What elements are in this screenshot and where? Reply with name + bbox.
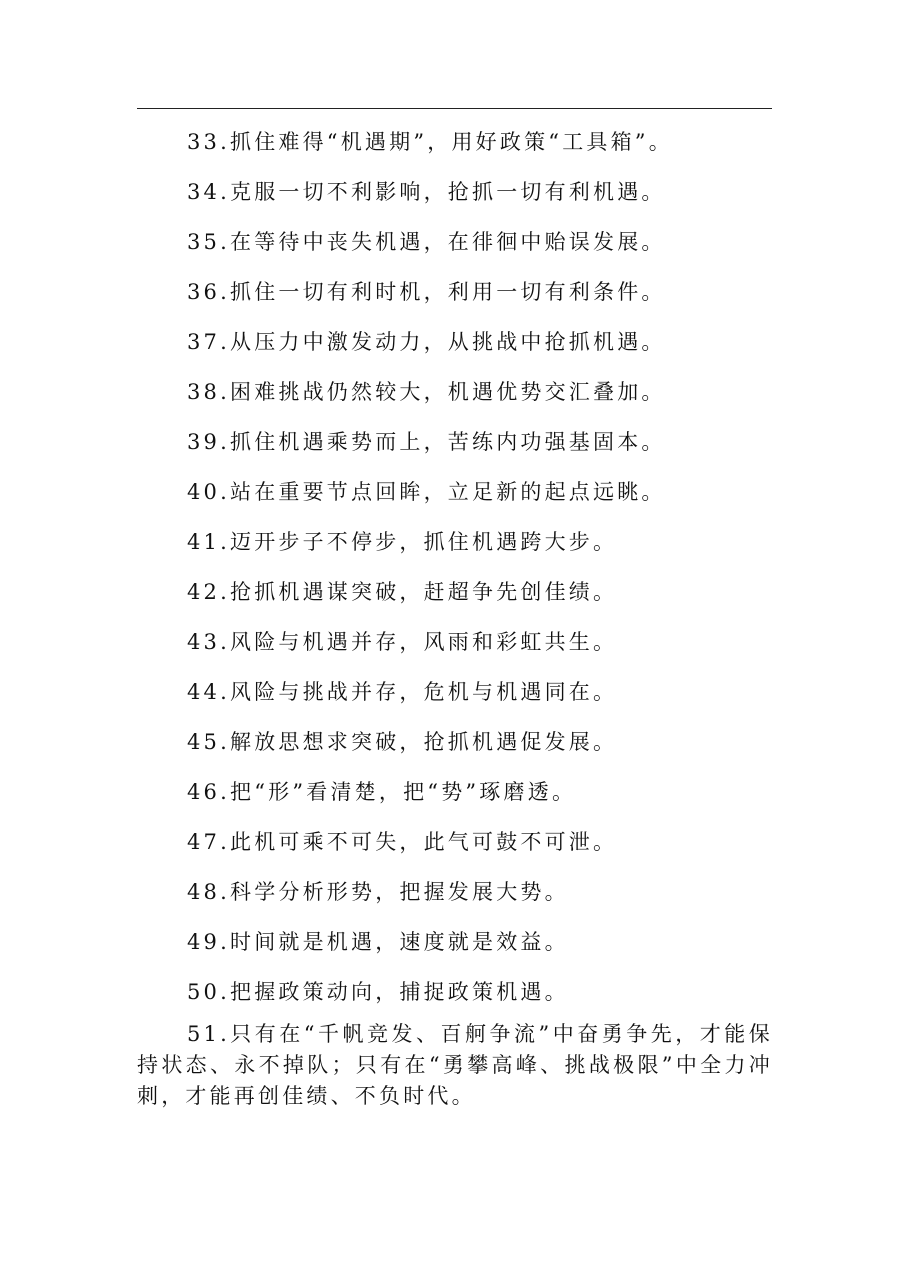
list-item: 47.此机可乘不可失，此气可鼓不可泄。	[187, 830, 618, 854]
list-item: 35.在等待中丧失机遇，在徘徊中贻误发展。	[187, 230, 666, 254]
list-item: 34.克服一切不利影响，抢抓一切有利机遇。	[187, 180, 666, 204]
list-item: 45.解放思想求突破，抢抓机遇促发展。	[187, 730, 618, 754]
list-item: 39.抓住机遇乘势而上，苦练内功强基固本。	[187, 430, 666, 454]
list-item: 50.把握政策动向，捕捉政策机遇。	[187, 980, 569, 1004]
list-item: 41.迈开步子不停步，抓住机遇跨大步。	[187, 530, 618, 554]
list-item: 37.从压力中激发动力，从挑战中抢抓机遇。	[187, 330, 666, 354]
list-item: 38.困难挑战仍然较大，机遇优势交汇叠加。	[187, 380, 666, 404]
list-item: 40.站在重要节点回眸，立足新的起点远眺。	[187, 480, 666, 504]
list-item: 46.把“形”看清楚，把“势”琢磨透。	[187, 780, 577, 804]
header-rule	[137, 108, 772, 109]
list-item: 43.风险与机遇并存，风雨和彩虹共生。	[187, 630, 618, 654]
final-paragraph: 51.只有在“千帆竞发、百舸争流”中奋勇争先，才能保持状态、永不掉队；只有在“勇攀高峰、挑战极限”中全力冲刺，才能再创佳绩、不负时代。	[137, 1022, 773, 1108]
list-item: 42.抢抓机遇谋突破，赶超争先创佳绩。	[187, 580, 618, 604]
list-item: 48.科学分析形势，把握发展大势。	[187, 880, 569, 904]
list-item: 44.风险与挑战并存，危机与机遇同在。	[187, 680, 618, 704]
list-item: 33.抓住难得“机遇期”，用好政策“工具箱”。	[187, 130, 673, 154]
list-item: 49.时间就是机遇，速度就是效益。	[187, 930, 569, 954]
document-body	[137, 117, 773, 1112]
list-item: 36.抓住一切有利时机，利用一切有利条件。	[187, 280, 666, 304]
